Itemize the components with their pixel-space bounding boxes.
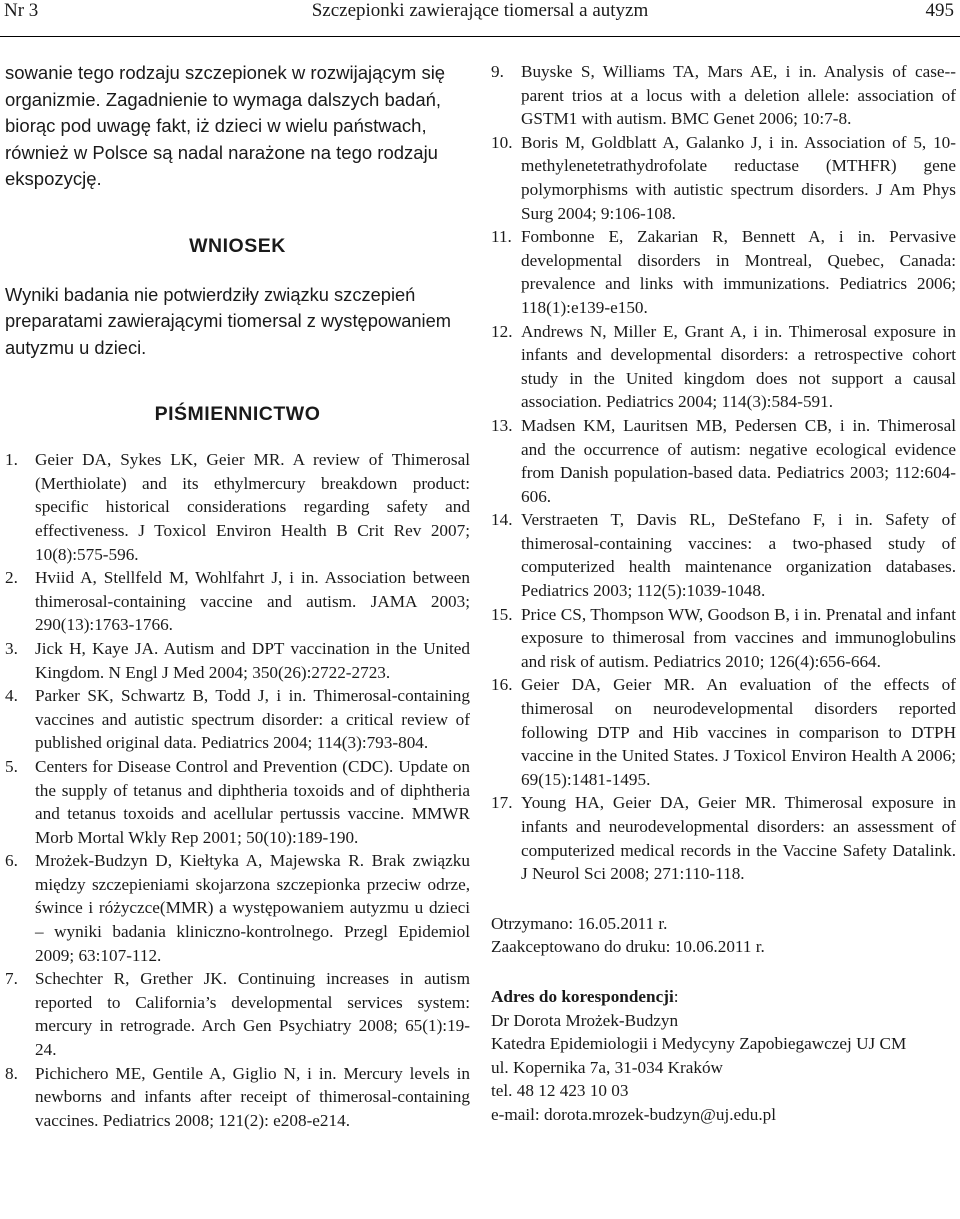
reference-number: 1. [5, 450, 18, 470]
correspondence-colon: : [673, 986, 679, 1006]
reference-number: 11. [491, 227, 512, 247]
reference-item [491, 673, 956, 791]
correspondence-block [491, 985, 956, 1127]
reference-text: Geier DA, Sykes LK, Geier MR. A review of Thimerosal (Merthiolate) and its ethylmercury breakdown product: specific historical considerations regarding safety and effectiveness. J Toxicol Environ Health B Crit Rev 2007; 10(8):575-596. [35, 450, 470, 564]
reference-text: Jick H, Kaye JA. Autism and DPT vaccination in the United Kingdom. N Engl J Med 2004; 350(26):2722-2723. [35, 638, 470, 682]
reference-text: Boris M, Goldblatt A, Galanko J, i in. Association of 5, 10-methylenetetrathydrofolate reductase (MTHFR) gene polymorphisms with autistic spectrum disorders. J Am Phys Surg 2004; 9:106-108. [521, 132, 956, 223]
reference-item [5, 566, 470, 637]
correspondence-street: ul. Kopernika 7a, 31-034 Kraków [491, 1057, 723, 1077]
dates-block [491, 912, 956, 959]
reference-item [491, 225, 956, 319]
reference-text: Centers for Disease Control and Prevention (CDC). Update on the supply of tetanus and diphtheria toxoids and of diphtheria and tetanus toxoids and acellular pertussis vaccine. MMWR Morb Mortal Wkly Rep 2001; 50(10):189-190. [35, 756, 470, 847]
correspondence-name: Dr Dorota Mrożek-Budzyn [491, 1010, 679, 1030]
reference-number: 12. [491, 321, 513, 341]
correspondence-email[interactable]: e-mail: dorota.mrozek-budzyn@uj.edu.pl [491, 1104, 777, 1124]
reference-number: 15. [491, 604, 513, 624]
reference-item [5, 637, 470, 684]
reference-item [491, 60, 956, 131]
reference-item [5, 967, 470, 1061]
correspondence-label-line [491, 985, 956, 1009]
reference-text: Young HA, Geier DA, Geier MR. Thimerosal exposure in infants and neurodevelopmental disorders: an assessment of computerized medical records in the Vaccine Safety Datalink. J Neurol Sci 2008; 271:110-118. [521, 793, 956, 884]
correspondence-label: Adres do korespondencji [491, 986, 674, 1006]
reference-item [491, 131, 956, 225]
reference-item [491, 791, 956, 885]
issue-number: Nr 3 [4, 0, 39, 21]
reference-number: 10. [491, 132, 513, 152]
reference-text: Verstraeten T, Davis RL, DeStefano F, i in. Safety of thimerosal-containing vaccines: a two-phased study of computerized health maintenance organization databases. Pediatrics 2003; 112(5):1039-1048. [521, 510, 956, 601]
reference-text: Andrews N, Miller E, Grant A, i in. Thimerosal exposure in infants and developmental disorders: a retrospective cohort study in the United kingdom does not support a causal association. Pediatrics 2004; 114(3):584-591. [521, 321, 956, 412]
reference-number: 4. [5, 686, 18, 706]
intro-paragraph: sowanie tego rodzaju szczepionek w rozwijającym się organizmie. Zagadnienie to wymaga dalszych badań, biorąc pod uwagę fakt, iż dzieci w wielu państwach, również w Polsce są nadal narażone na tego rodzaju ekspozycję. [5, 62, 446, 190]
reference-item [5, 849, 470, 967]
reference-item [5, 684, 470, 755]
running-title: Szczepionki zawierające tiomersal a autyzm [311, 0, 649, 21]
running-header [0, 0, 960, 36]
left-column [5, 60, 470, 1132]
reference-item [491, 320, 956, 414]
reference-text: Fombonne E, Zakarian R, Bennett A, i in. Pervasive developmental disorders in Montreal, Quebec, Canada: prevalence and links with immunizations. Pediatrics 2006; 118(1):e139-e150. [521, 227, 956, 317]
reference-item [491, 414, 956, 508]
reference-item [491, 508, 956, 602]
reference-number: 16. [491, 675, 513, 695]
correspondence-phone: tel. 48 12 423 10 03 [491, 1081, 629, 1101]
reference-text: Mrożek-Budzyn D, Kiełtyka A, Majewska R. Brak związku między szczepieniami skojarzona szczepionka przeciw odrze, śwince i różyczce(MMR) a występowaniem autyzmu u dzieci – wyniki badania kliniczno-kontrolnego. Przegl Epidemiol 2009; 63:107-112. [35, 851, 470, 965]
reference-number: 14. [491, 510, 513, 530]
reference-text: Hviid A, Stellfeld M, Wohlfahrt J, i in. Association between thimerosal-containing vaccine and autism. JAMA 2003; 290(13):1763-1766. [35, 568, 470, 635]
accepted-date: Zaakceptowano do druku: 10.06.2011 r. [491, 937, 765, 957]
reference-item [491, 603, 956, 674]
reference-text: Price CS, Thompson WW, Goodson B, i in. Prenatal and infant exposure to thimerosal from vaccines and immunoglobulins and risk of autism. Pediatrics 2010; 126(4):656-664. [521, 604, 956, 671]
reference-number: 6. [5, 851, 18, 871]
references-list-right [491, 60, 956, 886]
reference-number: 8. [5, 1063, 18, 1083]
reference-number: 13. [491, 415, 513, 435]
reference-item [5, 448, 470, 566]
references-list-left [5, 448, 470, 1132]
right-column [491, 60, 956, 1127]
reference-number: 7. [5, 969, 18, 989]
header-rule [0, 36, 960, 37]
conclusion-text: Wyniki badania nie potwierdziły związku szczepień preparatami zawierającymi tiomersal z występowaniem autyzmu u dzieci. [5, 283, 452, 358]
reference-text: Pichichero ME, Gentile A, Giglio N, i in. Mercury levels in newborns and infants after receipt of thimerosal-containing vaccines. Pediatrics 2008; 121(2): e208-e214. [35, 1063, 470, 1130]
reference-number: 9. [491, 62, 504, 81]
reference-text: Madsen KM, Lauritsen MB, Pedersen CB, i in. Thimerosal and the occurrence of autism: negative ecological evidence from Danish population-based data. Pediatrics 2003; 112:604-606. [521, 415, 956, 506]
page-number: 495 [925, 0, 954, 21]
correspondence-institution: Katedra Epidemiologii i Medycyny Zapobiegawczej UJ CM [491, 1034, 907, 1054]
reference-text: Parker SK, Schwartz B, Todd J, i in. Thimerosal-containing vaccines and autistic spectrum disorder: a critical review of published original data. Pediatrics 2004; 114(3):793-804. [35, 686, 470, 753]
reference-number: 5. [5, 756, 18, 776]
reference-text: Geier DA, Geier MR. An evaluation of the effects of thimerosal on neurodevelopmental disorders reported following DTP and Hib vaccines in comparison to DTPH vaccine in the United States. J Toxicol Environ Health A 2006; 69(15):1481-1495. [521, 675, 956, 789]
reference-text: Schechter R, Grether JK. Continuing increases in autism reported to California’s developmental services system: mercury in retrograde. Arch Gen Psychiatry 2008; 65(1):19-24. [35, 969, 470, 1060]
reference-item [5, 1062, 470, 1133]
reference-number: 2. [5, 568, 18, 588]
received-date: Otrzymano: 16.05.2011 r. [491, 913, 668, 933]
reference-text: Buyske S, Williams TA, Mars AE, i in. Analysis of case--parent trios at a locus with a deletion allele: association of GSTM1 with autism. BMC Genet 2006; 10:7-8. [521, 62, 956, 129]
reference-number: 3. [5, 638, 18, 658]
reference-item [5, 755, 470, 849]
references-heading: PIŚMIENNICTWO [154, 403, 321, 426]
reference-number: 17. [491, 793, 513, 813]
conclusion-heading: WNIOSEK [189, 234, 286, 257]
